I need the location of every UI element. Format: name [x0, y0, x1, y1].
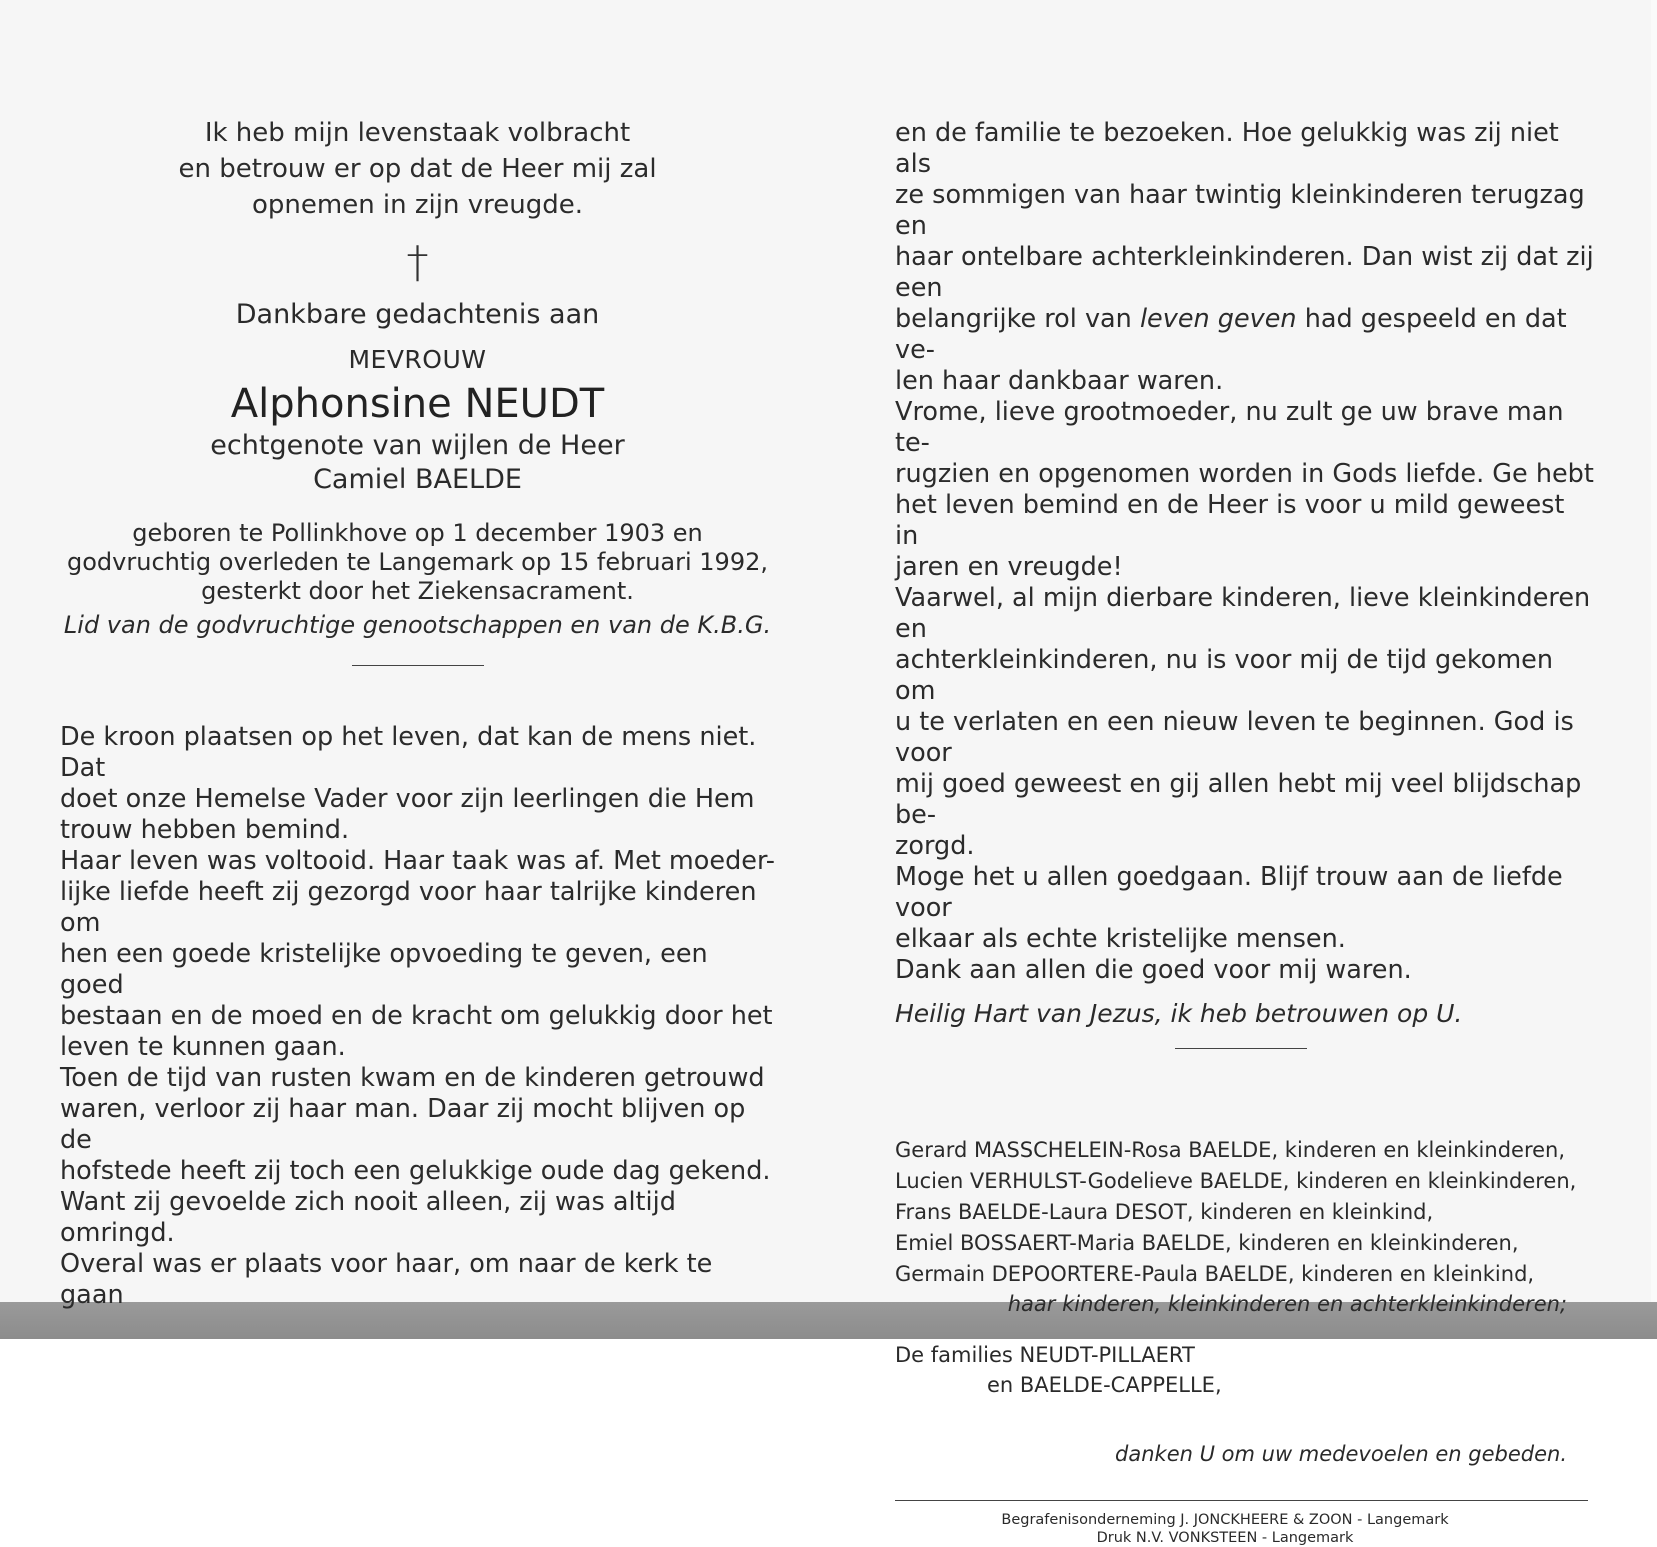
left-column	[60, 115, 775, 1311]
verse-line: en betrouw er op dat de Heer mij zal	[178, 154, 657, 184]
text-line: zorgd.	[895, 831, 975, 861]
funeral-home: Begrafenisonderneming J. JONCKHEERE & ZOON - Langemark	[1001, 1512, 1449, 1528]
text-segment: had gespeeld en dat ve-	[895, 304, 1567, 365]
sacrament-line: gesterkt door het Ziekensacrament.	[201, 577, 634, 605]
text-line: doet onze Hemelse Vader voor zijn leerlingen die Hem	[60, 784, 755, 814]
eulogy-continued	[895, 118, 1595, 986]
family-line: De families NEUDT-PILLAERT	[895, 1343, 1195, 1367]
spouse-name: Camiel BAELDE	[313, 464, 522, 495]
text-line: Vrome, lieve grootmoeder, nu zult ge uw brave man te-	[895, 397, 1564, 458]
verse-line: Ik heb mijn levenstaak volbracht	[204, 118, 631, 148]
family-entry: Lucien VERHULST-Godelieve BAELDE, kinderen en kleinkinderen,	[895, 1169, 1577, 1193]
print-shop: Druk N.V. VONKSTEEN - Langemark	[1096, 1530, 1354, 1546]
family-entry: Gerard MASSCHELEIN-Rosa BAELDE, kinderen en kleinkinderen,	[895, 1138, 1566, 1162]
family-entry: Frans BAELDE-Laura DESOT, kinderen en kleinkind,	[895, 1200, 1434, 1224]
life-dates	[60, 519, 775, 606]
family-summary: haar kinderen, kleinkinderen en achterkleinkinderen;	[1007, 1292, 1567, 1316]
family-line: en BAELDE-CAPPELLE,	[987, 1373, 1222, 1397]
text-line: Dank aan allen die goed voor mij waren.	[895, 955, 1412, 985]
text-line: Want zij gevoelde zich nooit alleen, zij was altijd omringd.	[60, 1187, 676, 1248]
deceased-name: Alphonsine NEUDT	[230, 381, 605, 427]
text-line: u te verlaten en een nieuw leven te beginnen. God is voor	[895, 707, 1574, 768]
text-line: leven te kunnen gaan.	[60, 1032, 346, 1062]
text-line: jaren en vreugde!	[895, 552, 1123, 582]
text-line: Overal was er plaats voor haar, om naar de kerk te gaan	[60, 1249, 713, 1310]
text-line: haar ontelbare achterkleinkinderen. Dan wist zij dat zij een	[895, 242, 1594, 303]
text-line: hen een goede kristelijke opvoeding te geven, een goed	[60, 939, 708, 1000]
text-line: trouw hebben bemind.	[60, 815, 350, 845]
text-line: bestaan en de moed en de kracht om gelukkig door het	[60, 1001, 773, 1031]
text-line: lijke liefde heeft zij gezorgd voor haar talrijke kinderen om	[60, 877, 757, 938]
text-line	[895, 304, 1595, 366]
eulogy-text	[60, 722, 775, 1311]
text-line: achterkleinkinderen, nu is voor mij de tijd gekomen om	[895, 645, 1554, 706]
verse-line: opnemen in zijn vreugde.	[251, 190, 583, 220]
prayer-line: Heilig Hart van Jezus, ik heb betrouwen op U.	[895, 999, 1463, 1028]
text-line: De kroon plaatsen op het leven, dat kan de mens niet. Dat	[60, 722, 757, 783]
text-line: Moge het u allen goedgaan. Blijf trouw aan de liefde voor	[895, 862, 1563, 923]
thanks-line: danken U om uw medevoelen en gebeden.	[1115, 1442, 1567, 1466]
text-line: Vaarwel, al mijn dierbare kinderen, lieve kleinkinderen en	[895, 583, 1591, 644]
text-line: rugzien en opgenomen worden in Gods liefde. Ge hebt	[895, 459, 1594, 489]
cross-icon: †	[406, 237, 429, 288]
birth-line: geboren te Pollinkhove op 1 december 1903 en	[132, 519, 703, 547]
printer-credits	[855, 1511, 1595, 1547]
spouse-info	[60, 429, 775, 497]
text-line: ze sommigen van haar twintig kleinkinderen terugzag en	[895, 180, 1585, 241]
right-column	[895, 118, 1595, 1547]
text-line: het leven bemind en de Heer is voor u mild geweest in	[895, 490, 1565, 551]
membership-line: Lid van de godvruchtige genootschappen en van de K.B.G.	[63, 611, 772, 639]
text-line: elkaar als echte kristelijke mensen.	[895, 924, 1346, 954]
card-edge	[1651, 0, 1657, 1302]
family-list	[895, 1135, 1595, 1290]
spouse-line: echtgenote van wijlen de Heer	[210, 430, 625, 461]
family-entry: Germain DEPOORTERE-Paula BAELDE, kinderen en kleinkind,	[895, 1262, 1535, 1286]
opening-verse	[60, 115, 775, 223]
divider	[895, 1500, 1588, 1501]
text-line: waren, verloor zij haar man. Daar zij mocht blijven op de	[60, 1094, 746, 1155]
extended-families	[895, 1340, 1595, 1400]
divider	[352, 665, 484, 666]
text-line: en de familie te bezoeken. Hoe gelukkig was zij niet als	[895, 118, 1559, 179]
family-entry: Emiel BOSSAERT-Maria BAELDE, kinderen en kleinkinderen,	[895, 1231, 1519, 1255]
text-line: Toen de tijd van rusten kwam en de kinderen getrouwd	[60, 1063, 765, 1093]
text-segment: belangrijke rol van	[895, 304, 1140, 334]
italic-phrase: leven geven	[1139, 304, 1297, 334]
divider	[1175, 1048, 1307, 1049]
text-line: mij goed geweest en gij allen hebt mij veel blijdschap be-	[895, 769, 1582, 830]
title-mevrouw: MEVROUW	[348, 345, 487, 374]
text-line: Haar leven was voltooid. Haar taak was af. Met moeder-	[60, 846, 775, 876]
text-line: hofstede heeft zij toch een gelukkige oude dag gekend.	[60, 1156, 771, 1186]
text-line: len haar dankbaar waren.	[895, 366, 1224, 396]
remembrance-heading: Dankbare gedachtenis aan	[235, 299, 600, 330]
death-line: godvruchtig overleden te Langemark op 15 februari 1992,	[67, 548, 768, 576]
